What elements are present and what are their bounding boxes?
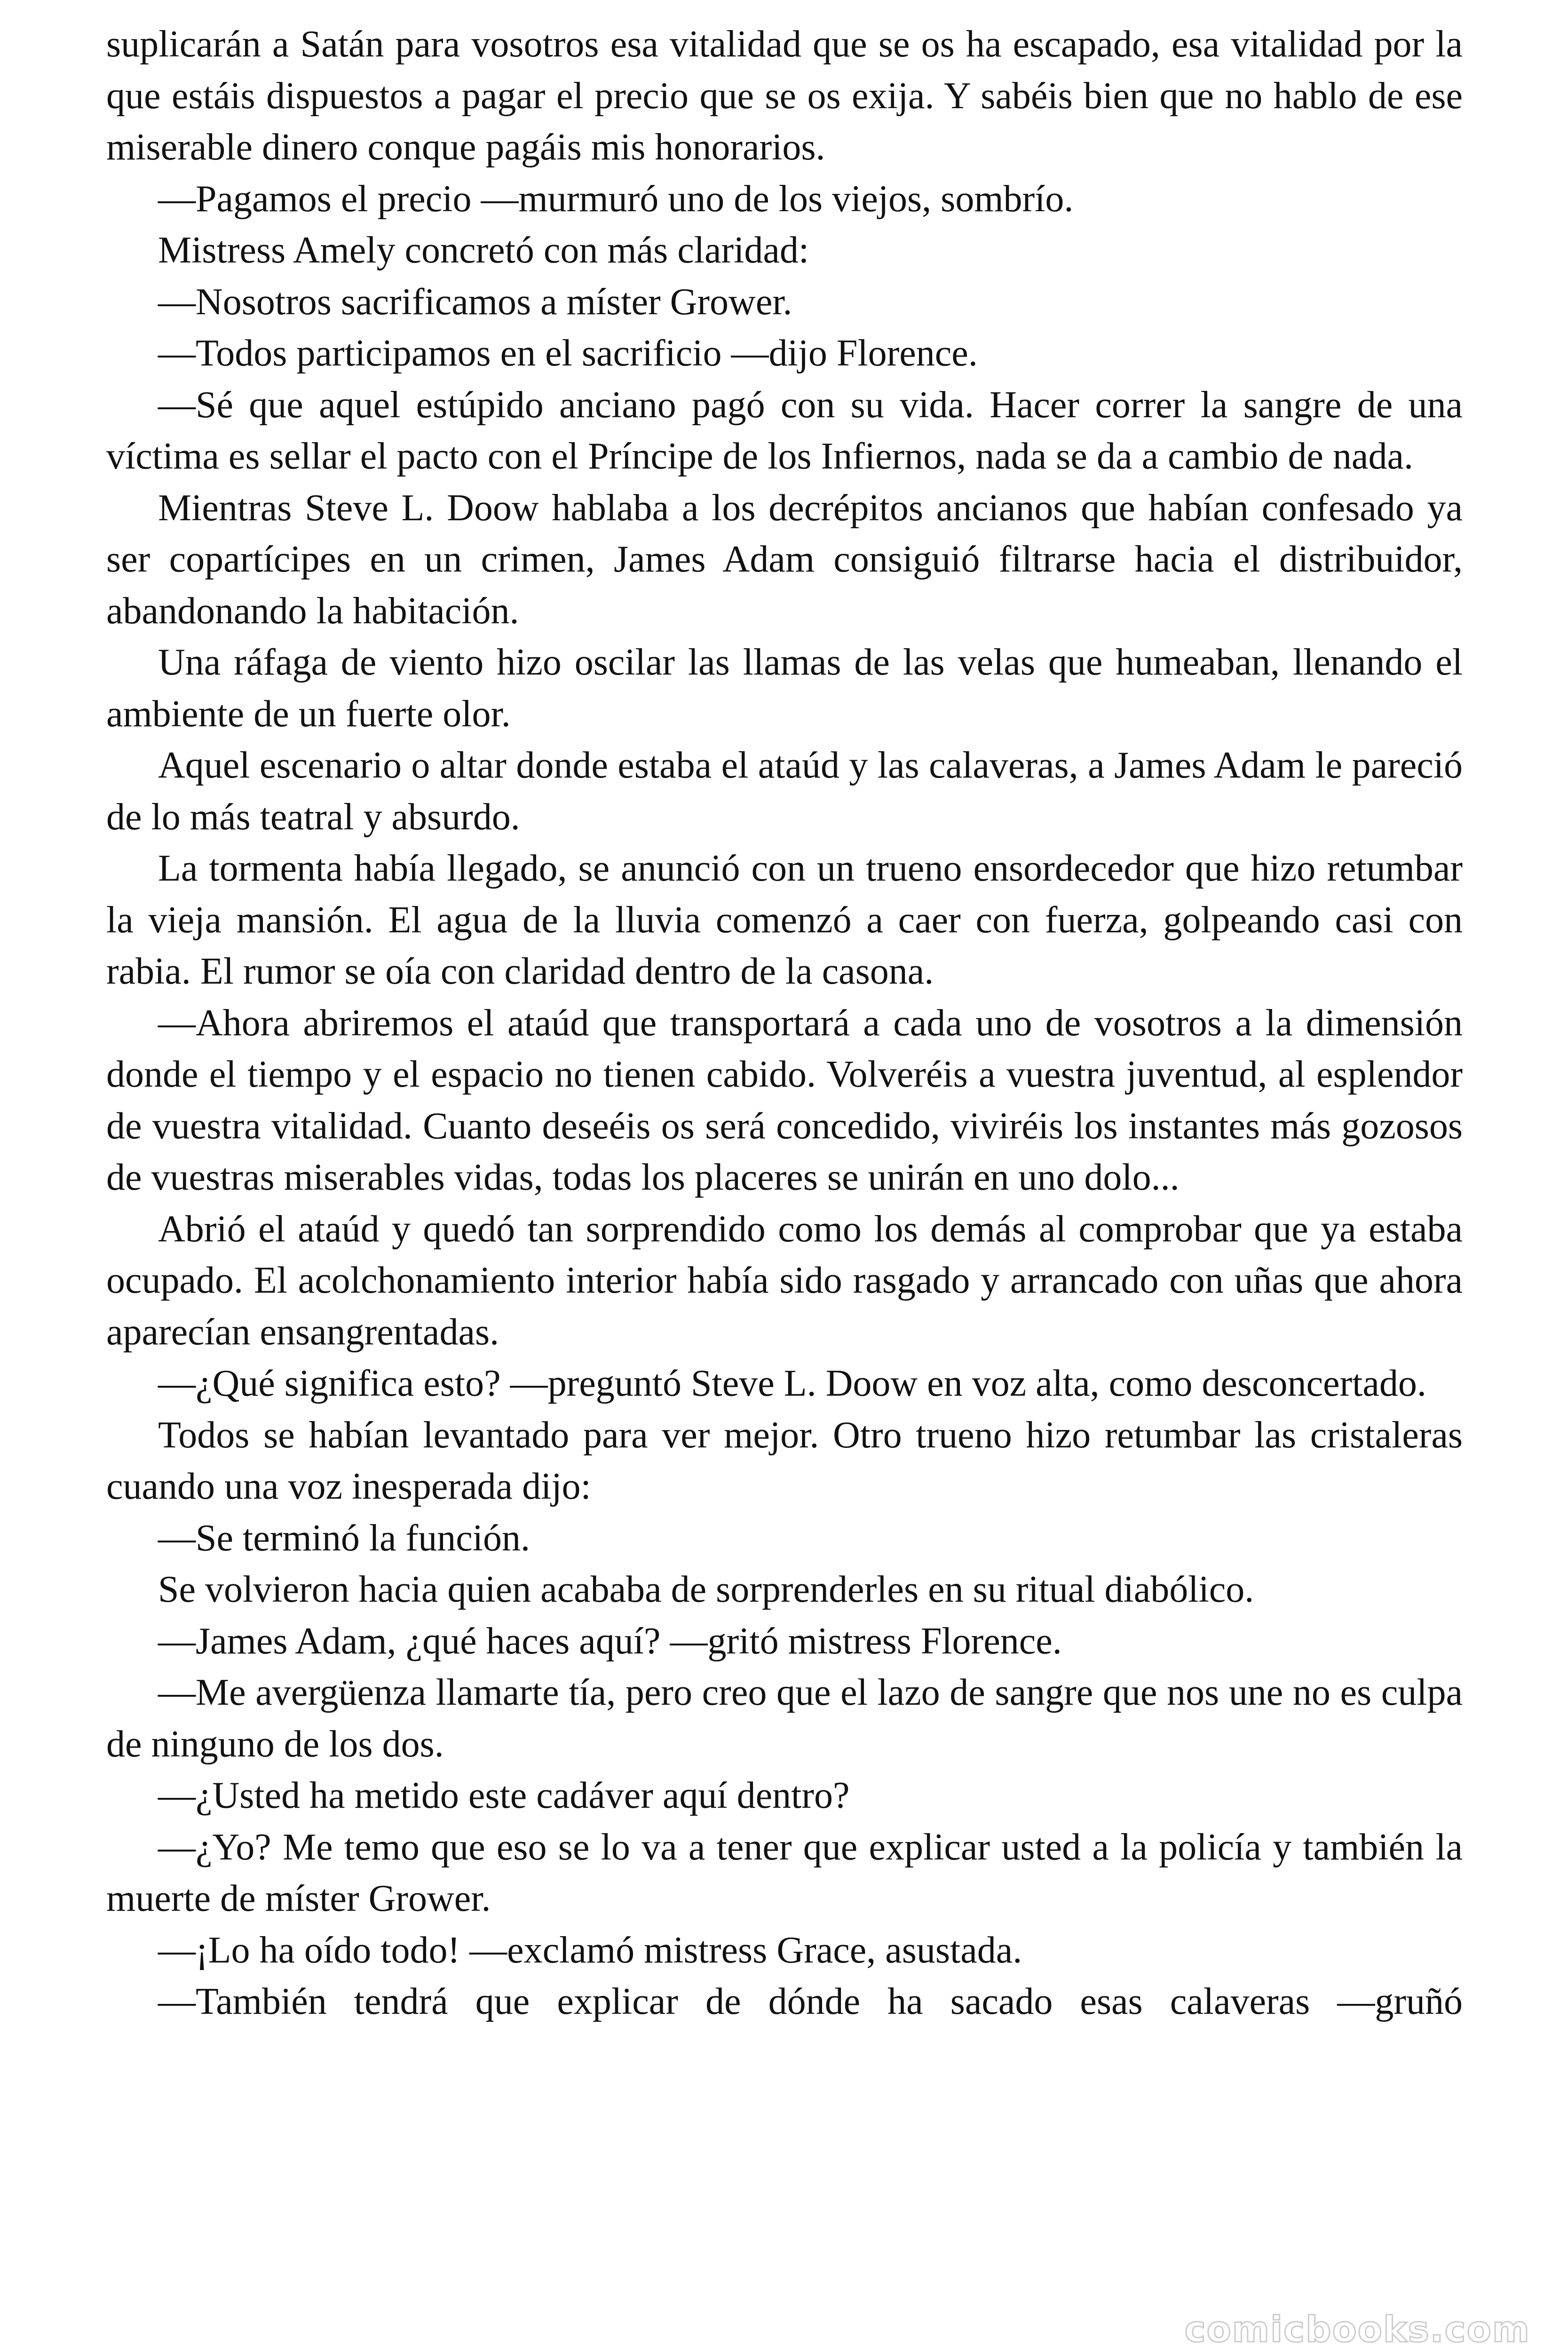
paragraph: —Sé que aquel estúpido anciano pagó con su vida. Hacer correr la sangre de una víctima es sellar el pacto con el Príncipe de los Infiernos, nada se da a cambio de nada. <box>106 384 1463 477</box>
paragraph: Una ráfaga de viento hizo oscilar las llamas de las velas que humeaban, llenando el ambiente de un fuerte olor. <box>106 642 1463 735</box>
paragraph: —También tendrá que explicar de dónde ha sacado esas calaveras —gruñó <box>158 1981 1463 2022</box>
paragraph: —Nosotros sacrificamos a míster Grower. <box>158 281 792 323</box>
paragraph: —Ahora abriremos el ataúd que transportará a cada uno de vosotros a la dimensión donde el tiempo y el espacio no tienen cabido. Volveréis a vuestra juventud, al esplendor de vuestra vitalidad. Cuanto deseéis os será concedido, viviréis los instantes más gozosos de vuestras miserables vidas, todas los placeres se unirán en uno dolo... <box>106 1002 1463 1198</box>
paragraph: Se volvieron hacia quien acababa de sorprenderles en su ritual diabólico. <box>158 1569 1254 1610</box>
paragraph: —Se terminó la función. <box>158 1517 530 1559</box>
paragraph: —Todos participamos en el sacrificio —dijo Florence. <box>158 333 978 374</box>
paragraph: —Me avergüenza llamarte tía, pero creo que el lazo de sangre que nos une no es culpa de ninguno de los dos. <box>106 1672 1463 1765</box>
paragraph: —¿Qué significa esto? —preguntó Steve L. Doow en voz alta, como desconcertado. <box>158 1363 1426 1404</box>
paragraph: Todos se habían levantado para ver mejor. Otro trueno hizo retumbar las cristaleras cuando una voz inesperada dijo: <box>106 1414 1463 1507</box>
paragraph: —¡Lo ha oído todo! —exclamó mistress Grace, asustada. <box>158 1929 1022 1971</box>
paragraph: Abrió el ataúd y quedó tan sorprendido como los demás al comprobar que ya estaba ocupado. El acolchonamiento interior había sido rasgado y arrancado con uñas que ahora aparecían ensangrentadas. <box>106 1208 1463 1353</box>
paragraph: Mientras Steve L. Doow hablaba a los decrépitos ancianos que habían confesado ya ser copartícipes en un crimen, James Adam consiguió filtrarse hacia el distribuidor, abandonando la habitación. <box>106 487 1463 632</box>
paragraph: —¿Yo? Me temo que eso se lo va a tener que explicar usted a la policía y también la muerte de míster Grower. <box>106 1826 1463 1919</box>
paragraph: suplicarán a Satán para vosotros esa vitalidad que se os ha escapado, esa vitalidad por la que estáis dispuestos a pagar el precio que se os exija. Y sabéis bien que no hablo de ese miserable dinero conque pagáis mis honorarios. <box>106 24 1463 168</box>
paragraph: —Pagamos el precio —murmuró uno de los viejos, sombrío. <box>158 178 1074 220</box>
paragraph: La tormenta había llegado, se anunció con un trueno ensordecedor que hizo retumbar la vieja mansión. El agua de la lluvia comenzó a caer con fuerza, golpeando casi con rabia. El rumor se oía con claridad dentro de la casona. <box>106 848 1463 992</box>
watermark: comicbooks.com <box>1184 2308 1530 2350</box>
book-page-text <box>106 19 1463 2028</box>
paragraph: Mistress Amely concretó con más claridad: <box>158 230 809 271</box>
paragraph: —James Adam, ¿qué haces aquí? —gritó mistress Florence. <box>158 1620 1062 1662</box>
paragraph: —¿Usted ha metido este cadáver aquí dentro? <box>158 1775 850 1816</box>
paragraph: Aquel escenario o altar donde estaba el ataúd y las calaveras, a James Adam le pareció de lo más teatral y absurdo. <box>106 745 1463 838</box>
